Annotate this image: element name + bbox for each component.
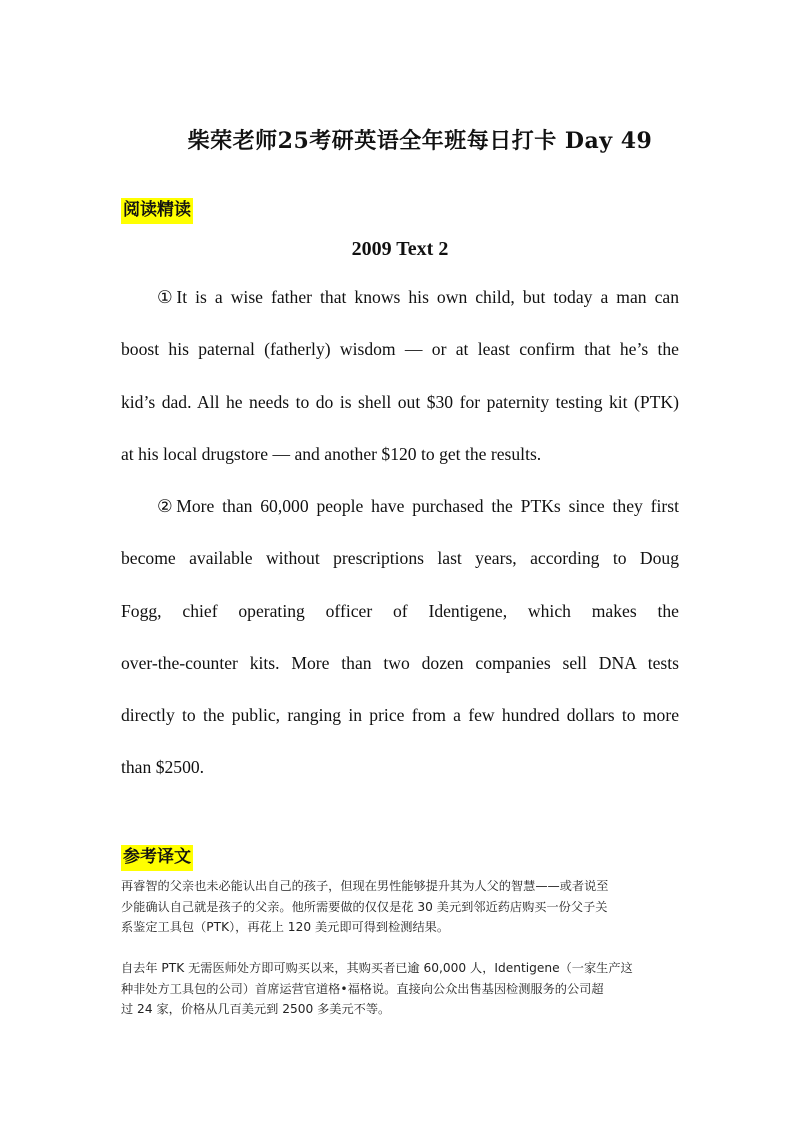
paragraph-line: ①It is a wise father that knows his own child, but today a man can	[157, 287, 679, 307]
document-title: 柴荣老师25考研英语全年班每日打卡 Day 49	[187, 128, 653, 154]
paragraph-line: ②More than 60,000 people have purchased the PTKs since they first	[157, 496, 679, 516]
english-paragraph-1	[121, 271, 679, 480]
paragraph-line: directly to the public, ranging in price from a few hundred dollars to more	[121, 705, 679, 726]
section-label-translation: 参考译文	[121, 845, 193, 871]
english-paragraph-2	[121, 480, 679, 794]
translation-line: 种非处方工具包的公司）首席运营官道格•福格说。直接向公众出售基因检测服务的公司超	[121, 981, 604, 996]
translation-paragraph-2	[121, 958, 681, 1020]
paragraph-line: over-the-counter kits. More than two dozen companies sell DNA tests	[121, 652, 679, 673]
paragraph-line: than $2500.	[121, 757, 205, 778]
translation-line: 自去年 PTK 无需医师处方即可购买以来，其购买者已逾 60,000 人，Identigene（一家生产这	[121, 961, 633, 975]
translation-line: 再睿智的父亲也未必能认出自己的孩子，但现在男性能够提升其为人父的智慧——或者说至	[121, 879, 609, 893]
paragraph-line: at his local drugstore — and another $120 to get the results.	[121, 443, 542, 464]
text-title: 2009 Text 2	[351, 238, 449, 260]
paragraph-line: Fogg, chief operating officer of Identigene, which makes the	[121, 600, 679, 621]
translation-line: 系鉴定工具包（PTK），再花上 120 美元即可得到检测结果。	[121, 920, 450, 934]
paragraph-line: boost his paternal (fatherly) wisdom — or at least confirm that he’s the	[121, 339, 679, 360]
paragraph-line: kid’s dad. All he needs to do is shell out $30 for paternity testing kit (PTK)	[121, 391, 679, 412]
translation-line: 过 24 家，价格从几百美元到 2500 多美元不等。	[121, 1002, 391, 1016]
paragraph-line: become available without prescriptions last years, according to Doug	[121, 548, 679, 569]
translation-paragraph-1	[121, 876, 681, 938]
translation-line: 少能确认自己就是孩子的父亲。他所需要做的仅仅是花 30 美元到邻近药店购买一份父子关	[121, 899, 608, 914]
section-label-reading: 阅读精读	[121, 198, 193, 224]
